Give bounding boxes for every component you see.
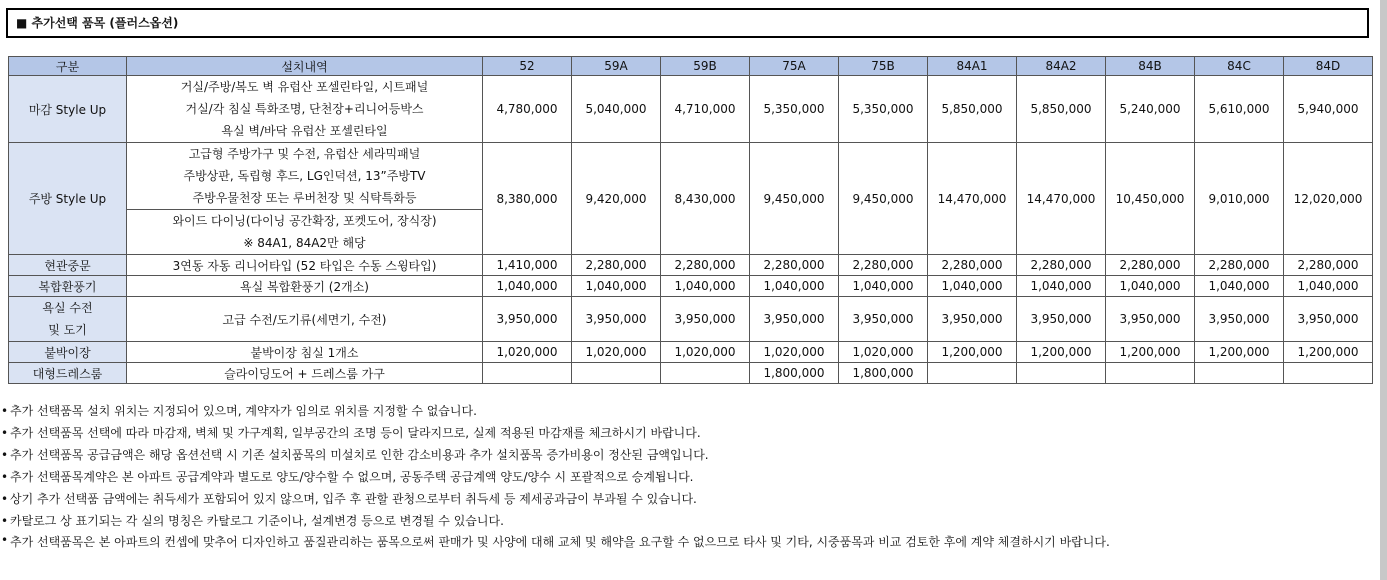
price-cell: 9,450,000 bbox=[839, 143, 928, 255]
note-item bbox=[0, 400, 1385, 422]
description-line: 욕실 벽/바닥 유럽산 포셀린타일 bbox=[221, 124, 388, 138]
price-cell: 1,040,000 bbox=[483, 276, 572, 297]
price-cell: 5,940,000 bbox=[1284, 76, 1373, 143]
price-cell bbox=[1106, 363, 1195, 384]
row-category: 현관중문 bbox=[9, 255, 127, 276]
price-cell: 5,850,000 bbox=[1017, 76, 1106, 143]
header-type-59a: 59A bbox=[572, 57, 661, 76]
price-cell: 3,950,000 bbox=[750, 297, 839, 342]
price-cell: 5,610,000 bbox=[1195, 76, 1284, 143]
note-text: 추가 선택품목 설치 위치는 지정되어 있으며, 계약자가 임의로 위치를 지정할 수 없습니다. bbox=[10, 404, 477, 418]
bullet-icon: • bbox=[1, 448, 9, 462]
note-text: 추가 선택품목은 본 아파트의 컨셉에 맞추어 디자인하고 품질관리하는 품목으로써 판매가 및 사양에 대해 교체 및 해약을 요구할 수 없으므로 타사 및 기타, 시중품목과 비교 검토한 후에 계약 체결하시기 바랍니다. bbox=[10, 535, 1110, 549]
table-row bbox=[9, 363, 1373, 384]
note-text: 추가 선택품목 선택에 따라 마감재, 벽체 및 가구계획, 일부공간의 조명 등이 달라지므로, 실제 적용된 마감재를 체크하시기 바랍니다. bbox=[10, 426, 701, 440]
notes-list bbox=[0, 400, 1385, 551]
price-cell: 3,950,000 bbox=[1284, 297, 1373, 342]
row-category: 붙박이장 bbox=[9, 342, 127, 363]
price-cell: 1,020,000 bbox=[839, 342, 928, 363]
note-text: 상기 추가 선택품 금액에는 취득세가 포함되어 있지 않으며, 입주 후 관할 관청으로부터 취득세 등 제세공과금이 부과될 수 있습니다. bbox=[10, 492, 697, 506]
row-category: 복합환풍기 bbox=[9, 276, 127, 297]
price-cell: 1,410,000 bbox=[483, 255, 572, 276]
price-cell: 1,020,000 bbox=[750, 342, 839, 363]
row-category: 대형드레스룸 bbox=[9, 363, 127, 384]
table-header-row bbox=[9, 57, 1373, 76]
price-cell: 2,280,000 bbox=[1284, 255, 1373, 276]
price-cell: 3,950,000 bbox=[661, 297, 750, 342]
row-description bbox=[127, 143, 483, 210]
price-cell: 8,430,000 bbox=[661, 143, 750, 255]
price-cell: 2,280,000 bbox=[1106, 255, 1195, 276]
price-cell: 1,200,000 bbox=[1195, 342, 1284, 363]
price-cell: 1,040,000 bbox=[839, 276, 928, 297]
row-category: 주방 Style Up bbox=[9, 143, 127, 255]
price-cell: 1,040,000 bbox=[572, 276, 661, 297]
price-cell: 3,950,000 bbox=[1106, 297, 1195, 342]
header-type-75a: 75A bbox=[750, 57, 839, 76]
price-cell: 8,380,000 bbox=[483, 143, 572, 255]
price-cell: 5,040,000 bbox=[572, 76, 661, 143]
price-cell bbox=[1284, 363, 1373, 384]
bullet-icon: • bbox=[1, 404, 9, 418]
price-cell: 1,040,000 bbox=[1017, 276, 1106, 297]
bullet-icon: • bbox=[1, 426, 9, 440]
price-cell: 3,950,000 bbox=[1195, 297, 1284, 342]
row-description bbox=[127, 210, 483, 255]
note-text: 카탈로그 상 표기되는 각 실의 명칭은 카탈로그 기준이나, 설계변경 등으로 변경될 수 있습니다. bbox=[10, 514, 504, 528]
table-row bbox=[9, 276, 1373, 297]
price-cell: 1,200,000 bbox=[1017, 342, 1106, 363]
price-cell: 2,280,000 bbox=[572, 255, 661, 276]
header-type-84a2: 84A2 bbox=[1017, 57, 1106, 76]
note-text: 추가 선택품목 공급금액은 해당 옵션선택 시 기존 설치품목의 미설치로 인한 감소비용과 추가 설치품목 증가비용이 정산된 금액입니다. bbox=[10, 448, 709, 462]
description-line: 주방상판, 독립형 후드, LG인덕션, 13”주방TV bbox=[183, 169, 426, 183]
price-cell: 9,450,000 bbox=[750, 143, 839, 255]
header-type-52: 52 bbox=[483, 57, 572, 76]
note-item bbox=[0, 510, 1385, 532]
row-category: 마감 Style Up bbox=[9, 76, 127, 143]
note-item bbox=[0, 532, 1385, 551]
price-cell: 14,470,000 bbox=[928, 143, 1017, 255]
bullet-icon: • bbox=[1, 533, 9, 547]
price-cell: 2,280,000 bbox=[1195, 255, 1284, 276]
row-description: 고급 수전/도기류(세면기, 수전) bbox=[127, 297, 483, 342]
description-line: 거실/주방/복도 벽 유럽산 포셀린타일, 시트패널 bbox=[180, 80, 429, 94]
price-cell: 2,280,000 bbox=[1017, 255, 1106, 276]
price-cell: 3,950,000 bbox=[483, 297, 572, 342]
price-cell: 1,040,000 bbox=[1195, 276, 1284, 297]
price-cell: 4,710,000 bbox=[661, 76, 750, 143]
description-line: 주방우물천장 또는 루버천장 및 식탁특화등 bbox=[192, 191, 417, 205]
price-cell: 1,800,000 bbox=[839, 363, 928, 384]
row-description: 붙박이장 침실 1개소 bbox=[127, 342, 483, 363]
price-cell: 3,950,000 bbox=[1017, 297, 1106, 342]
price-cell: 1,020,000 bbox=[572, 342, 661, 363]
table-row bbox=[9, 76, 1373, 143]
row-description bbox=[127, 76, 483, 143]
header-type-84a1: 84A1 bbox=[928, 57, 1017, 76]
price-cell: 12,020,000 bbox=[1284, 143, 1373, 255]
price-cell: 1,200,000 bbox=[928, 342, 1017, 363]
header-type-84d: 84D bbox=[1284, 57, 1373, 76]
note-item bbox=[0, 466, 1385, 488]
header-type-84b: 84B bbox=[1106, 57, 1195, 76]
price-cell: 1,040,000 bbox=[928, 276, 1017, 297]
price-cell: 1,800,000 bbox=[750, 363, 839, 384]
price-cell bbox=[483, 363, 572, 384]
row-description: 욕실 복합환풍기 (2개소) bbox=[127, 276, 483, 297]
price-cell bbox=[1017, 363, 1106, 384]
price-cell: 5,350,000 bbox=[839, 76, 928, 143]
price-cell: 1,040,000 bbox=[1284, 276, 1373, 297]
table-row bbox=[9, 255, 1373, 276]
price-cell: 2,280,000 bbox=[839, 255, 928, 276]
category-line: 및 도기 bbox=[48, 323, 87, 337]
description-line: 와이드 다이닝(다이닝 공간확장, 포켓도어, 장식장) bbox=[172, 214, 437, 228]
note-item bbox=[0, 422, 1385, 444]
description-line: ※ 84A1, 84A2만 해당 bbox=[243, 236, 366, 250]
header-description: 설치내역 bbox=[127, 57, 483, 76]
price-cell: 1,040,000 bbox=[1106, 276, 1195, 297]
price-cell bbox=[661, 363, 750, 384]
price-cell: 1,200,000 bbox=[1284, 342, 1373, 363]
price-cell: 14,470,000 bbox=[1017, 143, 1106, 255]
price-cell: 1,020,000 bbox=[661, 342, 750, 363]
price-cell: 3,950,000 bbox=[928, 297, 1017, 342]
price-cell: 2,280,000 bbox=[661, 255, 750, 276]
price-cell bbox=[928, 363, 1017, 384]
price-cell: 1,020,000 bbox=[483, 342, 572, 363]
header-type-84c: 84C bbox=[1195, 57, 1284, 76]
bullet-icon: • bbox=[1, 514, 9, 528]
bullet-icon: • bbox=[1, 470, 9, 484]
note-item bbox=[0, 444, 1385, 466]
price-cell bbox=[1195, 363, 1284, 384]
price-cell: 1,040,000 bbox=[661, 276, 750, 297]
price-cell: 10,450,000 bbox=[1106, 143, 1195, 255]
note-text: 추가 선택품목계약은 본 아파트 공급계약과 별도로 양도/양수할 수 없으며, 공동주택 공급계액 양도/양수 시 포괄적으로 승계됩니다. bbox=[10, 470, 694, 484]
description-line: 고급형 주방가구 및 수전, 유럽산 세라믹패널 bbox=[188, 147, 421, 161]
price-cell: 3,950,000 bbox=[572, 297, 661, 342]
price-cell: 2,280,000 bbox=[750, 255, 839, 276]
price-cell: 1,200,000 bbox=[1106, 342, 1195, 363]
table-row bbox=[9, 297, 1373, 342]
price-cell: 9,010,000 bbox=[1195, 143, 1284, 255]
row-description: 슬라이딩도어 + 드레스룸 가구 bbox=[127, 363, 483, 384]
bullet-icon: • bbox=[1, 492, 9, 506]
price-cell: 4,780,000 bbox=[483, 76, 572, 143]
price-cell: 9,420,000 bbox=[572, 143, 661, 255]
header-category: 구분 bbox=[9, 57, 127, 76]
option-price-table bbox=[8, 56, 1373, 384]
row-description: 3연동 자동 리니어타입 (52 타입은 수동 스윙타입) bbox=[127, 255, 483, 276]
section-title: ■ 추가선택 품목 (플러스옵션) bbox=[6, 8, 1369, 38]
row-category bbox=[9, 297, 127, 342]
category-line: 욕실 수전 bbox=[42, 301, 93, 315]
price-cell: 5,850,000 bbox=[928, 76, 1017, 143]
table-row bbox=[9, 143, 1373, 210]
price-cell: 5,350,000 bbox=[750, 76, 839, 143]
description-line: 거실/각 침실 특화조명, 단천장+리니어등박스 bbox=[185, 102, 424, 116]
note-item bbox=[0, 488, 1385, 510]
price-cell: 5,240,000 bbox=[1106, 76, 1195, 143]
price-cell: 1,040,000 bbox=[750, 276, 839, 297]
price-cell: 3,950,000 bbox=[839, 297, 928, 342]
table-row bbox=[9, 342, 1373, 363]
price-cell bbox=[572, 363, 661, 384]
price-cell: 2,280,000 bbox=[928, 255, 1017, 276]
header-type-75b: 75B bbox=[839, 57, 928, 76]
header-type-59b: 59B bbox=[661, 57, 750, 76]
